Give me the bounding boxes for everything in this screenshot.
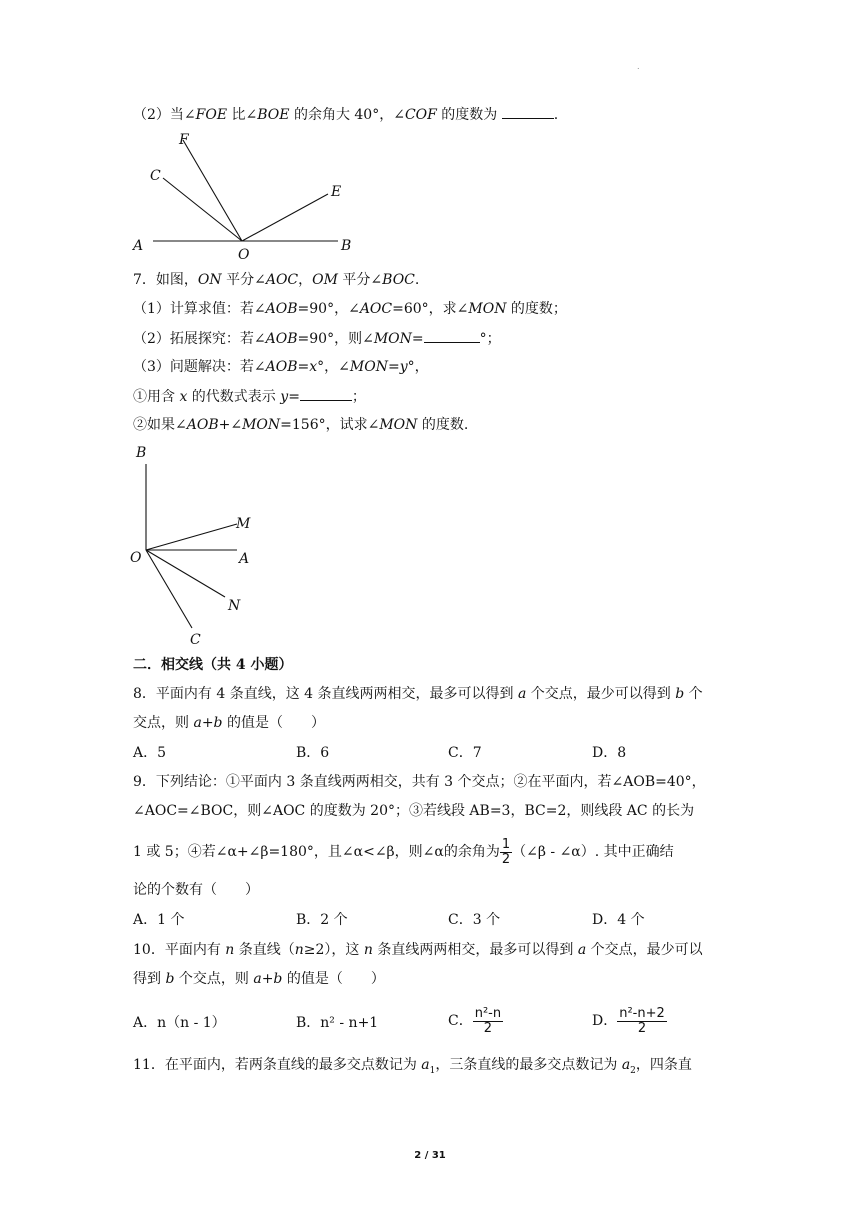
section-heading: 二．相交线（共 4 小题） xyxy=(133,657,293,673)
label-B: B xyxy=(341,238,352,254)
label-A: A xyxy=(239,551,250,567)
answer-blank[interactable] xyxy=(424,328,480,343)
q9-line4: 论的个数有（ ） xyxy=(133,882,259,898)
q8-line1: 8．平面内有 4 条直线，这 4 条直线两两相交，最多可以得到 a 个交点，最少可以得到 b 个 xyxy=(133,686,703,702)
q9-line1: 9．下列结论：①平面内 3 条直线两两相交，共有 3 个交点；②在平面内，若∠AOB=40°， xyxy=(133,774,706,790)
figure-angle-diagram-1 xyxy=(125,128,365,263)
label-F: F xyxy=(179,132,189,148)
ray-oc xyxy=(163,178,242,241)
ray-om xyxy=(146,524,237,550)
label-N: N xyxy=(228,598,241,614)
label-O: O xyxy=(238,247,250,263)
q7-part3: （3）问题解决：若∠AOB=x°，∠MON=y°， xyxy=(133,359,429,375)
label-B: B xyxy=(136,445,147,461)
q8-line2: 交点，则 a+b 的值是（ ） xyxy=(133,715,325,731)
q9-line2: ∠AOC=∠BOC，则∠AOC 的度数为 20°；③若线段 AB=3，BC=2，则线段 AC 的长为 xyxy=(133,803,695,819)
label-C: C xyxy=(190,632,201,648)
answer-blank[interactable] xyxy=(502,104,554,119)
q8-option-d[interactable]: D．8 xyxy=(592,745,627,761)
label-C: C xyxy=(150,168,161,184)
q9-option-a[interactable]: A．1 个 xyxy=(133,912,185,928)
q9-line3: 1 或 5；④若∠α+∠β=180°，且∠α<∠β，则∠α的余角为 $\frac{1}{2}$ （∠β - ∠α）. 其中正确结 xyxy=(133,836,674,867)
label-A: A xyxy=(133,238,144,254)
q10-option-b[interactable]: B．n² - n+1 xyxy=(296,1015,379,1031)
q9-option-d[interactable]: D．4 个 xyxy=(592,912,645,928)
q11-line1: 11．在平面内，若两条直线的最多交点数记为 $a_1$，三条直线的最多交点数记为 $a_2$，四条直 xyxy=(133,1057,692,1076)
q8-option-c[interactable]: C．7 xyxy=(448,745,482,761)
label-E: E xyxy=(331,184,342,200)
ray-of xyxy=(183,140,242,241)
q10-line1: 10．平面内有 n 条直线（n≥2），这 n 条直线两两相交，最多可以得到 a 个交点，最少可以 xyxy=(133,942,703,958)
q7-part3-sub1: ①用含 x 的代数式表示 y= ； xyxy=(133,386,366,407)
ray-on xyxy=(146,550,225,597)
q9-option-b[interactable]: B．2 个 xyxy=(296,912,348,928)
q7-part3-sub2: ②如果∠AOB+∠MON=156°，试求∠MON 的度数. xyxy=(133,417,469,433)
label-M: M xyxy=(236,516,251,532)
q8-option-a[interactable]: A．5 xyxy=(133,745,167,761)
ray-oc xyxy=(146,550,192,628)
q10-line2: 得到 b 个交点，则 a+b 的值是（ ） xyxy=(133,971,385,987)
q10-option-c[interactable]: C． $\frac{\text{n²-n}}{2}$ xyxy=(448,1005,502,1036)
answer-blank[interactable] xyxy=(300,386,352,401)
q6-part2: （2）当∠FOE 比∠BOE 的余角大 40°，∠COF 的度数为 . xyxy=(133,104,558,125)
q7-part1: （1）计算求值：若∠AOB=90°，∠AOC=60°，求∠MON 的度数； xyxy=(133,301,567,317)
page-number: 2 / 31 xyxy=(414,1150,446,1161)
q7-stem: 7．如图，ON 平分∠AOC，OM 平分∠BOC. xyxy=(133,272,420,288)
ray-oe xyxy=(242,194,328,241)
corner-dot: . xyxy=(637,62,640,71)
figure-angle-diagram-2 xyxy=(125,440,265,650)
q9-option-c[interactable]: C．3 个 xyxy=(448,912,501,928)
q8-option-b[interactable]: B．6 xyxy=(296,745,330,761)
q10-option-d[interactable]: D． $\frac{\text{n²-n+2}}{2}$ xyxy=(592,1005,665,1036)
q10-option-a[interactable]: A．n（n - 1） xyxy=(133,1015,226,1031)
label-O: O xyxy=(130,550,142,566)
fraction-half: $\frac{1}{2}$ xyxy=(501,836,511,867)
q7-part2: （2）拓展探究：若∠AOB=90°，则∠MON= °； xyxy=(133,328,501,349)
